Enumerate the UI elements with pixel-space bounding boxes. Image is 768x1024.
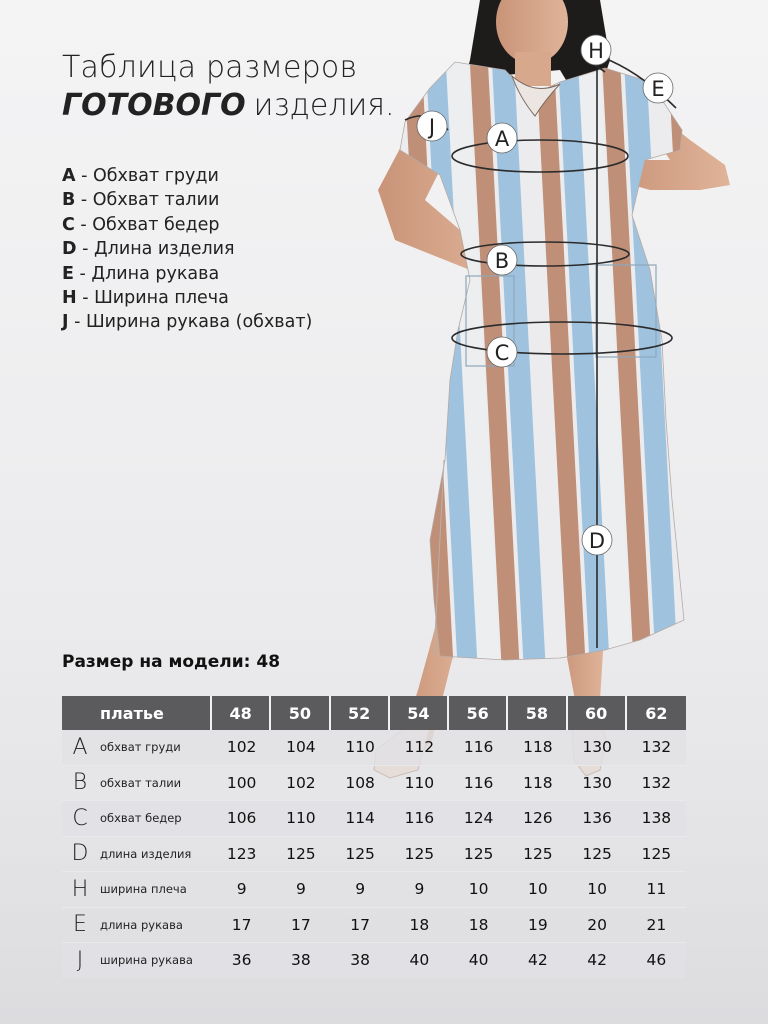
row-parameter-name: длина изделия bbox=[98, 836, 212, 872]
table-cell: 138 bbox=[627, 800, 686, 836]
svg-text:A: A bbox=[494, 127, 510, 151]
legend-text: - Ширина рукава (обхват) bbox=[68, 312, 313, 333]
table-cell: 116 bbox=[390, 800, 449, 836]
legend-letter: B bbox=[62, 190, 76, 211]
marker-c bbox=[487, 337, 517, 367]
table-cell: 118 bbox=[508, 730, 567, 765]
table-cell: 42 bbox=[568, 942, 627, 978]
table-row bbox=[62, 871, 686, 907]
marker-j bbox=[417, 111, 447, 141]
size-column-header: 56 bbox=[449, 696, 508, 730]
row-letter: H bbox=[62, 871, 98, 907]
legend-item bbox=[62, 310, 312, 334]
legend-letter: D bbox=[62, 239, 77, 260]
table-cell: 118 bbox=[508, 765, 567, 801]
size-table-header bbox=[62, 696, 686, 730]
table-cell: 9 bbox=[331, 871, 390, 907]
legend-text: - Длина изделия bbox=[76, 239, 235, 260]
size-column-header: 48 bbox=[212, 696, 271, 730]
row-parameter-name: ширина рукава bbox=[98, 942, 212, 978]
table-cell: 104 bbox=[271, 730, 330, 765]
table-cell: 10 bbox=[449, 871, 508, 907]
table-cell: 136 bbox=[568, 800, 627, 836]
table-cell: 125 bbox=[627, 836, 686, 872]
svg-text:D: D bbox=[588, 529, 606, 553]
dress bbox=[400, 62, 684, 660]
table-header-label: платье bbox=[62, 696, 212, 730]
page-title-rest: изделия. bbox=[253, 88, 395, 123]
table-cell: 132 bbox=[627, 730, 686, 765]
table-cell: 46 bbox=[627, 942, 686, 978]
row-letter: E bbox=[62, 907, 98, 943]
row-letter: B bbox=[62, 765, 98, 801]
row-parameter-name: обхват бедер bbox=[98, 800, 212, 836]
page-title-line2 bbox=[62, 88, 395, 123]
table-row bbox=[62, 800, 686, 836]
table-cell: 10 bbox=[508, 871, 567, 907]
table-cell: 114 bbox=[331, 800, 390, 836]
page-title-line1: Таблица размеров bbox=[62, 50, 358, 85]
table-cell: 17 bbox=[212, 907, 271, 943]
page-title-emphasis: ГОТОВОГО bbox=[62, 88, 246, 123]
table-cell: 38 bbox=[271, 942, 330, 978]
table-cell: 18 bbox=[449, 907, 508, 943]
table-row bbox=[62, 765, 686, 801]
size-column-header: 52 bbox=[331, 696, 390, 730]
legend-item bbox=[62, 286, 312, 310]
row-parameter-name: ширина плеча bbox=[98, 871, 212, 907]
table-cell: 110 bbox=[390, 765, 449, 801]
table-cell: 112 bbox=[390, 730, 449, 765]
legend-item bbox=[62, 164, 312, 188]
table-cell: 11 bbox=[627, 871, 686, 907]
table-cell: 108 bbox=[331, 765, 390, 801]
legend-item bbox=[62, 262, 312, 286]
table-cell: 125 bbox=[449, 836, 508, 872]
table-cell: 130 bbox=[568, 730, 627, 765]
table-cell: 9 bbox=[390, 871, 449, 907]
legend-text: - Обхват талии bbox=[75, 190, 220, 211]
svg-text:H: H bbox=[588, 39, 604, 63]
size-column-header: 60 bbox=[568, 696, 627, 730]
table-cell: 42 bbox=[508, 942, 567, 978]
measurement-legend bbox=[62, 164, 312, 335]
svg-text:C: C bbox=[494, 341, 510, 365]
table-cell: 130 bbox=[568, 765, 627, 801]
marker-e bbox=[643, 73, 673, 103]
table-cell: 124 bbox=[449, 800, 508, 836]
table-cell: 110 bbox=[271, 800, 330, 836]
table-cell: 10 bbox=[568, 871, 627, 907]
table-cell: 116 bbox=[449, 765, 508, 801]
size-column-header: 50 bbox=[271, 696, 330, 730]
legend-item bbox=[62, 188, 312, 212]
row-letter: A bbox=[62, 730, 98, 765]
table-cell: 125 bbox=[508, 836, 567, 872]
table-cell: 9 bbox=[271, 871, 330, 907]
table-cell: 18 bbox=[390, 907, 449, 943]
svg-text:J: J bbox=[428, 115, 436, 139]
row-parameter-name: обхват талии bbox=[98, 765, 212, 801]
table-cell: 125 bbox=[568, 836, 627, 872]
legend-text: - Обхват бедер bbox=[74, 214, 220, 235]
legend-text: - Обхват груди bbox=[75, 166, 219, 186]
marker-h bbox=[581, 35, 611, 65]
table-row bbox=[62, 730, 686, 765]
legend-text: - Ширина плеча bbox=[76, 288, 229, 309]
table-cell: 110 bbox=[331, 730, 390, 765]
table-cell: 102 bbox=[212, 730, 271, 765]
size-column-header: 54 bbox=[390, 696, 449, 730]
table-cell: 20 bbox=[568, 907, 627, 943]
marker-a bbox=[487, 123, 517, 153]
row-letter: J bbox=[62, 942, 98, 978]
legend-letter: E bbox=[62, 263, 74, 284]
legend-letter: A bbox=[62, 166, 76, 186]
legend-letter: C bbox=[62, 214, 75, 235]
table-cell: 17 bbox=[271, 907, 330, 943]
table-cell: 40 bbox=[449, 942, 508, 978]
table-cell: 106 bbox=[212, 800, 271, 836]
legend-item bbox=[62, 213, 312, 237]
model-size-label: Размер на модели: 48 bbox=[62, 652, 281, 672]
table-cell: 17 bbox=[331, 907, 390, 943]
table-row bbox=[62, 942, 686, 978]
table-cell: 116 bbox=[449, 730, 508, 765]
size-table bbox=[62, 696, 686, 978]
table-cell: 9 bbox=[212, 871, 271, 907]
row-letter: D bbox=[62, 836, 98, 872]
row-letter: C bbox=[62, 800, 98, 836]
table-cell: 21 bbox=[627, 907, 686, 943]
table-cell: 40 bbox=[390, 942, 449, 978]
table-cell: 38 bbox=[331, 942, 390, 978]
row-parameter-name: обхват груди bbox=[98, 730, 212, 765]
table-cell: 19 bbox=[508, 907, 567, 943]
table-row bbox=[62, 907, 686, 943]
table-cell: 36 bbox=[212, 942, 271, 978]
table-cell: 102 bbox=[271, 765, 330, 801]
svg-text:B: B bbox=[494, 249, 510, 273]
marker-b bbox=[487, 245, 517, 275]
table-cell: 123 bbox=[212, 836, 271, 872]
table-cell: 125 bbox=[390, 836, 449, 872]
table-cell: 126 bbox=[508, 800, 567, 836]
svg-text:E: E bbox=[651, 77, 665, 101]
table-cell: 132 bbox=[627, 765, 686, 801]
legend-letter: H bbox=[62, 288, 77, 309]
table-cell: 100 bbox=[212, 765, 271, 801]
legend-letter: J bbox=[62, 312, 69, 333]
legend-item bbox=[62, 237, 312, 261]
row-parameter-name: длина рукава bbox=[98, 907, 212, 943]
table-cell: 125 bbox=[271, 836, 330, 872]
table-cell: 125 bbox=[331, 836, 390, 872]
table-row bbox=[62, 836, 686, 872]
size-column-header: 58 bbox=[508, 696, 567, 730]
size-column-header: 62 bbox=[627, 696, 686, 730]
legend-text: - Длина рукава bbox=[73, 263, 220, 284]
marker-d bbox=[582, 525, 612, 555]
